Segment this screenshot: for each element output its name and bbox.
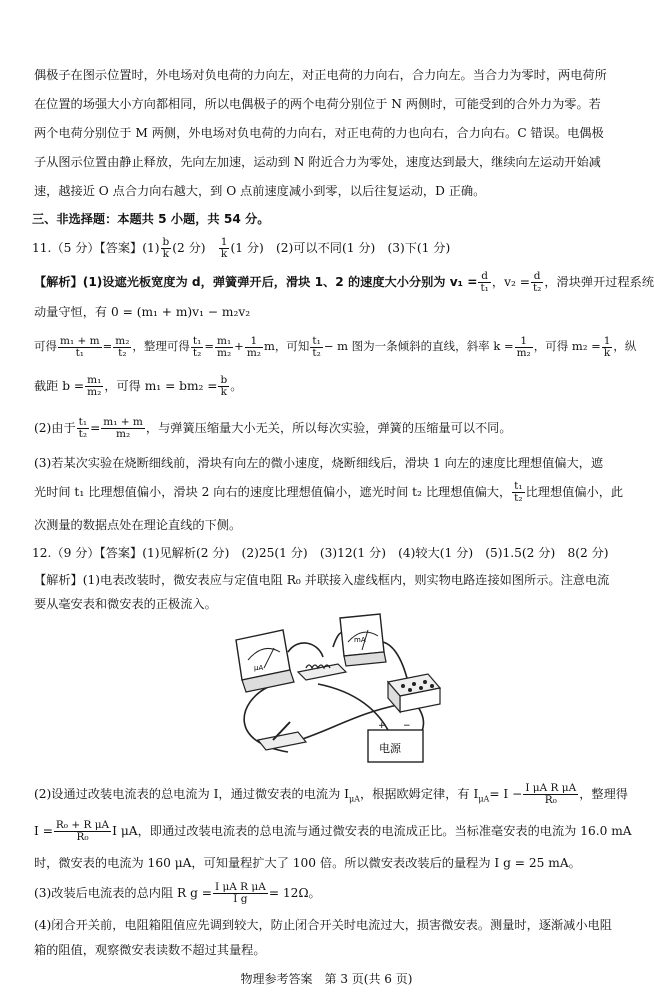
fraction: $\frac{1}{k}$ — [603, 334, 611, 359]
section-header: 三、非选择题：本题共 5 小题，共 54 分。 — [32, 212, 270, 226]
q12-analysis-6: (3)改装后电流表的总内阻 R g = $\frac{\text{I μA R μA}}{\text{I g}}$ = 12Ω。 — [34, 881, 321, 905]
q11-analysis-8: 次测量的数据点处在理论直线的下侧。 — [34, 518, 242, 532]
power-minus: − — [403, 721, 411, 731]
milliammeter-label: mA — [354, 636, 366, 644]
q10-line-3: 两个电荷分别位于 M 两侧，外电场对负电荷的力向右，对正电荷的力也向右，合力向右。C 错误。电偶极 — [34, 126, 604, 140]
milliammeter — [340, 614, 386, 666]
q11-analysis-2: 动量守恒，有 0 = (m₁ + m)v₁ − m₂v₂ — [34, 305, 251, 319]
fixed-resistor — [298, 664, 346, 680]
fraction: $\frac{\text{I μA R μA}}{\text{I g}}$ — [214, 881, 266, 905]
q12-analysis-4: I = $\frac{\text{R₀ + R μA}}{\text{R₀}}$ I μA，即通过改装电流表的总电流与通过微安表的电流成正比。当标准毫安表的电流为 16.0 mA — [34, 819, 632, 843]
q11-analysis-1: 【解析】(1)设遮光板宽度为 d，弹簧弹开后，滑块 1、2 的速度大小分别为 v₁ = $\frac{d}{\text{t₁}}$ ，v₂ = $\frac{d}{\text{t₂}}$ ，滑块弹开过程系统 — [34, 270, 654, 294]
fraction: $\frac{\text{I μA R μA}}{\text{R₀}}$ — [525, 782, 577, 806]
q12-analysis-8: 箱的阻值，观察微安表读数不超过其量程。 — [34, 943, 266, 957]
q10-line-4: 子从图示位置由静止释放，先向左加速，运动到 N 附近合力为零处，速度达到最大，继续向左运动开始减 — [34, 155, 601, 169]
fraction: $\frac{b}{k}$ — [162, 236, 170, 260]
fraction: $\frac{\text{t₁}}{\text{t₂}}$ — [312, 334, 321, 359]
q12-analysis-5: 时，微安表的电流为 160 μA，可知量程扩大了 100 倍。所以微安表改装后的量程为 I g = 25 mA。 — [34, 856, 581, 870]
fraction: $\frac{\text{R₀ + R μA}}{\text{R₀}}$ — [55, 819, 110, 843]
q10-line-1: 偶极子在图示位置时，外电场对负电荷的力向左，对正电荷的力向右，合力向左。当合力为零时，两电荷所 — [34, 68, 607, 82]
q11-analysis-6: (3)若某次实验在烧断细线前，滑块有向左的微小速度，烧断细线后，滑块 1 向左的速度比理想值偏大，遮 — [34, 456, 604, 470]
fraction: $\frac{d}{\text{t₂}}$ — [532, 270, 542, 294]
circuit-figure — [228, 612, 443, 772]
fraction: $\frac{d}{\text{t₁}}$ — [480, 270, 489, 294]
q11-head: 11.（5 分）【答案】(1) — [32, 241, 160, 255]
q12-answer: 12.（9 分）【答案】(1)见解析(2 分) (2)25(1 分) (3)12(1 分) (4)较大(1 分) (5)1.5(2 分) 8(2 分) — [32, 546, 609, 560]
fraction: $\frac{1}{\text{m₂}}$ — [246, 334, 261, 359]
fraction: $\frac{\text{m₂}}{\text{t₂}}$ — [115, 334, 130, 359]
q11-analysis-7: 光时间 t₁ 比理想值偏小，滑块 2 向右的速度比理想值偏小，遮光时间 t₂ 比理想值偏大， $\frac{\text{t₁}}{\text{t₂}}$ 比理想值偏小，此 — [34, 480, 624, 504]
fraction: $\frac{\text{t₁}}{\text{t₂}}$ — [78, 416, 88, 440]
fraction: $\frac{b}{k}$ — [220, 374, 228, 398]
fraction: $\frac{\text{t₁}}{\text{t₂}}$ — [514, 480, 523, 504]
fraction: $\frac{\text{m₁}}{\text{m₂}}$ — [87, 374, 102, 398]
fraction: $\frac{1}{k}$ — [220, 236, 228, 260]
q11-analysis-5: (2)由于 $\frac{\text{t₁}}{\text{t₂}}$ = $\frac{\text{m₁ + m}}{\text{m₂}}$ ，与弹簧压缩量大小无关，所以每次实验，弹簧的压缩量可以不同。 — [34, 416, 512, 440]
q11-answer: 11.（5 分）【答案】(1) $\frac{b}{k}$ (2 分) $\frac{1}{k}$ (1 分) (2)可以不同(1 分) (3)下(1 分) — [32, 236, 451, 260]
switch — [258, 722, 306, 750]
microammeter — [236, 630, 294, 692]
q11-analysis-3: 可得 $\frac{\text{m₁ + m}}{\text{t₁}}$ = $\frac{\text{m₂}}{\text{t₂}}$ ，整理可得 $\frac{\text{t₁}}{\text{t₂}}$ = $\frac{\text{m₁}}{\text{m₂}}$ + $\frac{1}{\text{m₂}}$ m，可知 $\frac{\text{t₁}}{\text{t₂}}$ − m 图为一条倾斜的直线，斜率 k = $\frac{1}{\text{m₂}}$ ，可得 m₂ = $\frac{1}{k}$ ，纵 — [34, 334, 637, 359]
q10-line-5: 速，越接近 O 点合力向右越大，到 O 点前速度减小到零，以后往复运动，D 正确。 — [34, 184, 486, 198]
wire — [288, 643, 323, 657]
q10-line-2: 在位置的场强大小方向都相同，所以电偶极子的两个电荷分别位于 N 两侧时，可能受到的合外力为零。若 — [34, 97, 601, 111]
q12-analysis-3: (2)设通过改装电流表的总电流为 I，通过微安表的电流为 $I_{\mu A}$，根据欧姆定律，有 $I_{\mu A}= I$ − $\frac{\text{I μA R μA}}{\text{R₀}}$ ，整理得 — [34, 782, 628, 806]
resistance-box — [388, 674, 440, 712]
fraction: $\frac{\text{m₁}}{\text{m₂}}$ — [217, 334, 232, 359]
power-supply — [368, 721, 423, 762]
q11-analysis-4: 截距 b = $\frac{\text{m₁}}{\text{m₂}}$ ，可得 m₁ = bm₂ = $\frac{b}{k}$ 。 — [34, 374, 243, 398]
power-supply-label: 电源 — [379, 742, 401, 755]
fraction: $\frac{\text{m₁ + m}}{\text{t₁}}$ — [60, 334, 100, 359]
fraction: $\frac{\text{t₁}}{\text{t₂}}$ — [192, 334, 202, 359]
fraction: $\frac{\text{m₁ + m}}{\text{m₂}}$ — [103, 416, 143, 440]
fraction: $\frac{1}{\text{m₂}}$ — [516, 334, 531, 359]
q12-analysis-1: 【解析】(1)电表改装时，微安表应与定值电阻 R₀ 并联接入虚线框内，则实物电路连接如图所示。注意电流 — [34, 573, 610, 587]
microammeter-label: μA — [254, 664, 264, 672]
page-footer: 物理参考答案 第 3 页(共 6 页) — [240, 972, 413, 986]
q12-analysis-2: 要从毫安表和微安表的正极流入。 — [34, 597, 217, 611]
q12-analysis-7: (4)闭合开关前，电阻箱阻值应先调到较大，防止闭合开关时电流过大，损害微安表。测量时，逐渐减小电阻 — [34, 918, 612, 932]
power-plus: + — [378, 721, 386, 731]
